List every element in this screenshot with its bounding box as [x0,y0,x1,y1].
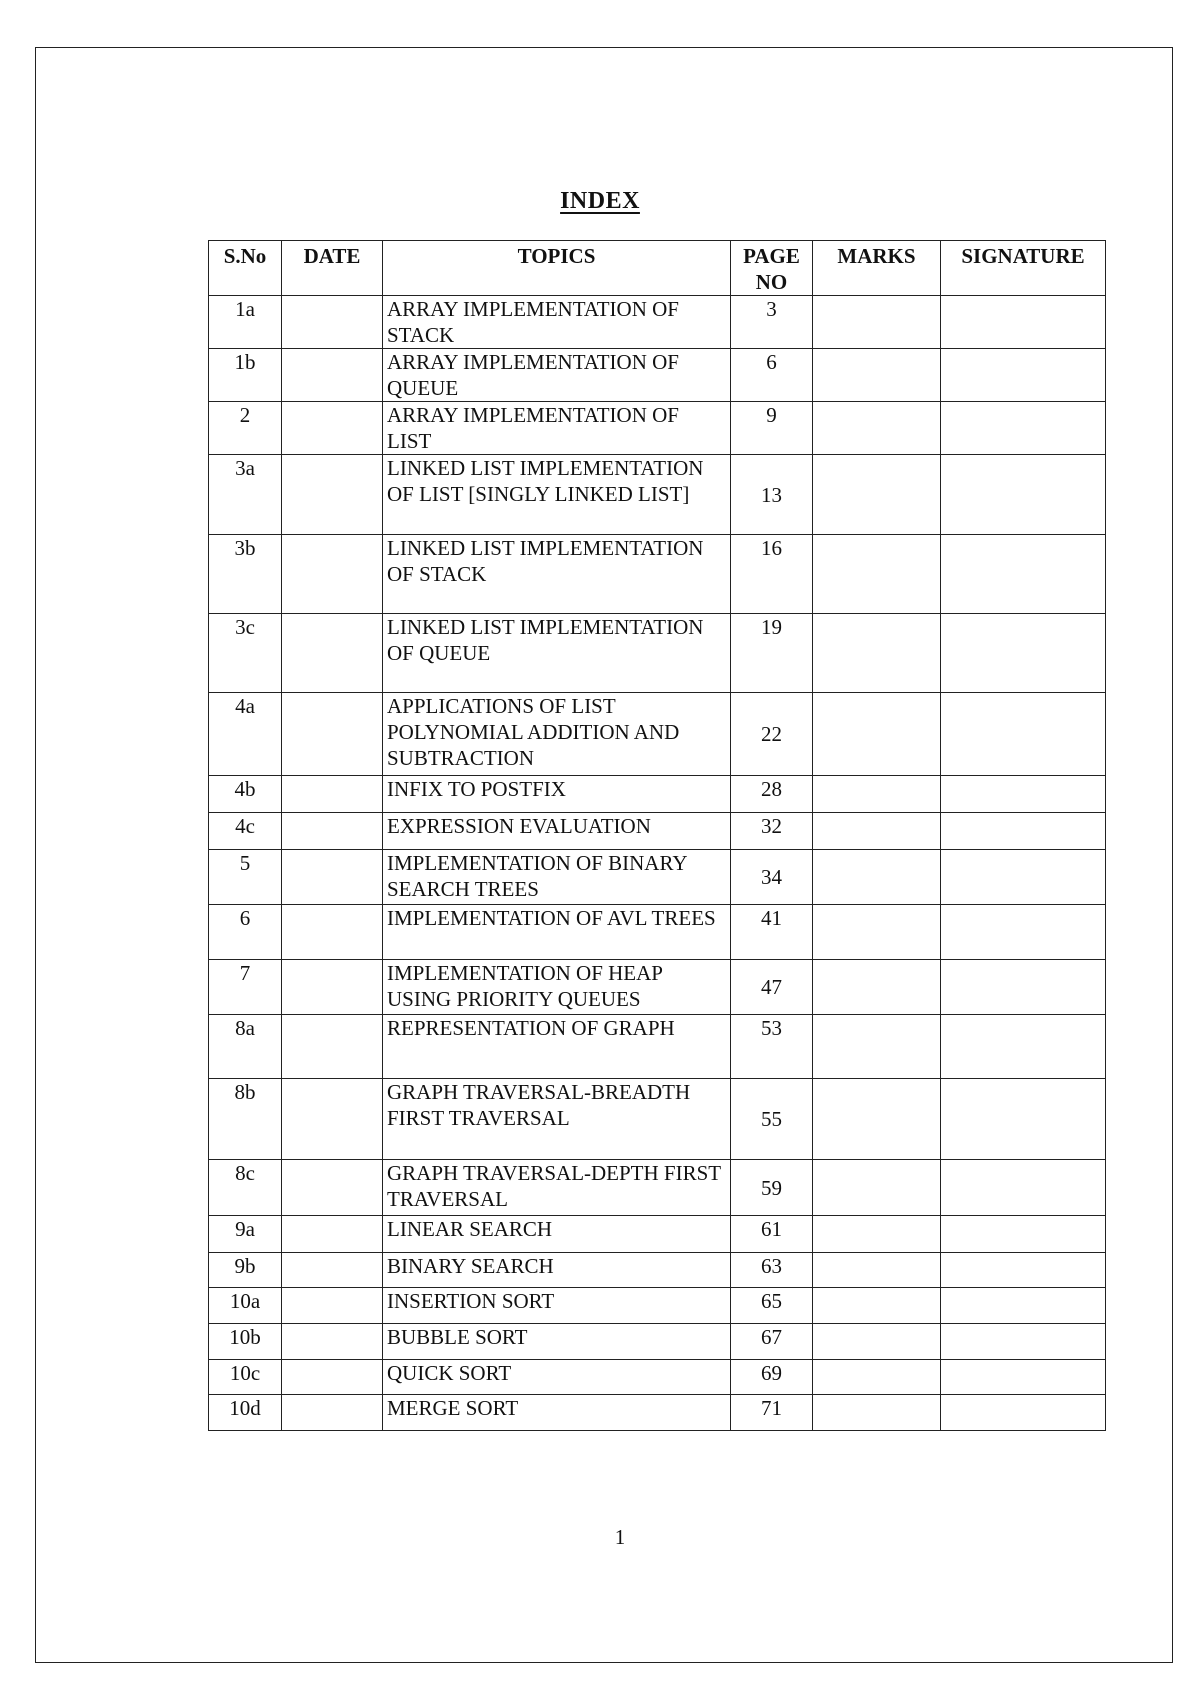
topic-cell: GRAPH TRAVERSAL-BREADTH FIRST TRAVERSAL [383,1079,731,1160]
marks-cell [813,1360,941,1395]
page-no-cell: 41 [731,905,813,960]
sno-cell: 10d [209,1395,282,1431]
header-signature: SIGNATURE [941,241,1106,296]
page-no-cell: 65 [731,1288,813,1324]
page-no-cell: 6 [731,349,813,402]
marks-cell [813,960,941,1015]
table-row [209,1160,1106,1216]
sno-cell: 3c [209,614,282,693]
page-no-cell: 19 [731,614,813,693]
date-cell [282,455,383,535]
date-cell [282,905,383,960]
sno-cell: 4c [209,813,282,850]
table-row [209,693,1106,776]
sno-cell: 10c [209,1360,282,1395]
table-row [209,1079,1106,1160]
sno-cell: 3a [209,455,282,535]
header-date: DATE [282,241,383,296]
topic-cell: EXPRESSION EVALUATION [383,813,731,850]
date-cell [282,296,383,349]
marks-cell [813,776,941,813]
signature-cell [941,905,1106,960]
page-no-cell: 9 [731,402,813,455]
date-cell [282,1360,383,1395]
signature-cell [941,614,1106,693]
table-row [209,535,1106,614]
date-cell [282,349,383,402]
sno-cell: 5 [209,850,282,905]
signature-cell [941,850,1106,905]
signature-cell [941,455,1106,535]
signature-cell [941,296,1106,349]
sno-cell: 9b [209,1253,282,1288]
sno-cell: 6 [209,905,282,960]
table-row [209,905,1106,960]
marks-cell [813,693,941,776]
topic-cell: BINARY SEARCH [383,1253,731,1288]
date-cell [282,535,383,614]
date-cell [282,1160,383,1216]
topic-cell: INSERTION SORT [383,1288,731,1324]
marks-cell [813,1288,941,1324]
date-cell [282,776,383,813]
topic-cell: IMPLEMENTATION OF HEAP USING PRIORITY QUEUES [383,960,731,1015]
topic-cell: ARRAY IMPLEMENTATION OF QUEUE [383,349,731,402]
signature-cell [941,813,1106,850]
header-sno: S.No [209,241,282,296]
header-row [209,241,1106,296]
marks-cell [813,535,941,614]
date-cell [282,693,383,776]
signature-cell [941,693,1106,776]
marks-cell [813,296,941,349]
page-number: 1 [614,1525,626,1549]
page-no-cell: 47 [731,960,813,1015]
page-no-cell: 55 [731,1079,813,1160]
topic-cell: LINEAR SEARCH [383,1216,731,1253]
sno-cell: 8b [209,1079,282,1160]
marks-cell [813,349,941,402]
page-no-cell: 28 [731,776,813,813]
page-no-cell: 34 [731,850,813,905]
index-table [208,240,1106,1431]
date-cell [282,614,383,693]
page-no-cell: 63 [731,1253,813,1288]
table-row [209,1253,1106,1288]
sno-cell: 2 [209,402,282,455]
marks-cell [813,905,941,960]
date-cell [282,850,383,905]
topic-cell: IMPLEMENTATION OF BINARY SEARCH TREES [383,850,731,905]
date-cell [282,1324,383,1360]
signature-cell [941,1360,1106,1395]
table-body [209,296,1106,1431]
marks-cell [813,455,941,535]
marks-cell [813,813,941,850]
sno-cell: 9a [209,1216,282,1253]
signature-cell [941,1288,1106,1324]
page-no-cell: 16 [731,535,813,614]
date-cell [282,1079,383,1160]
topic-cell: IMPLEMENTATION OF AVL TREES [383,905,731,960]
table-row [209,1360,1106,1395]
date-cell [282,1253,383,1288]
sno-cell: 1a [209,296,282,349]
topic-cell: MERGE SORT [383,1395,731,1431]
topic-cell: REPRESENTATION OF GRAPH [383,1015,731,1079]
page-no-cell: 69 [731,1360,813,1395]
page-no-cell: 3 [731,296,813,349]
marks-cell [813,402,941,455]
topic-cell: BUBBLE SORT [383,1324,731,1360]
marks-cell [813,1395,941,1431]
signature-cell [941,1079,1106,1160]
marks-cell [813,1324,941,1360]
topic-cell: GRAPH TRAVERSAL-DEPTH FIRST TRAVERSAL [383,1160,731,1216]
table-row [209,614,1106,693]
signature-cell [941,776,1106,813]
signature-cell [941,402,1106,455]
date-cell [282,1288,383,1324]
page-no-cell: 67 [731,1324,813,1360]
date-cell [282,1216,383,1253]
table-row [209,813,1106,850]
page-no-cell: 59 [731,1160,813,1216]
table-row [209,1288,1106,1324]
marks-cell [813,1160,941,1216]
topic-cell: APPLICATIONS OF LIST POLYNOMIAL ADDITION AND SUBTRACTION [383,693,731,776]
signature-cell [941,960,1106,1015]
topic-cell: INFIX TO POSTFIX [383,776,731,813]
topic-cell: ARRAY IMPLEMENTATION OF STACK [383,296,731,349]
page-no-cell: 13 [731,455,813,535]
date-cell [282,402,383,455]
marks-cell [813,1253,941,1288]
table-row [209,455,1106,535]
signature-cell [941,1253,1106,1288]
sno-cell: 10b [209,1324,282,1360]
sno-cell: 7 [209,960,282,1015]
header-topics: TOPICS [383,241,731,296]
sno-cell: 4a [209,693,282,776]
signature-cell [941,1395,1106,1431]
table-row [209,1395,1106,1431]
table-row [209,296,1106,349]
page-title [0,188,1200,215]
topic-cell: LINKED LIST IMPLEMENTATION OF QUEUE [383,614,731,693]
sno-cell: 4b [209,776,282,813]
topic-cell: ARRAY IMPLEMENTATION OF LIST [383,402,731,455]
signature-cell [941,1015,1106,1079]
table-row [209,960,1106,1015]
signature-cell [941,1160,1106,1216]
signature-cell [941,1324,1106,1360]
sno-cell: 10a [209,1288,282,1324]
sno-cell: 1b [209,349,282,402]
marks-cell [813,850,941,905]
topic-cell: QUICK SORT [383,1360,731,1395]
signature-cell [941,349,1106,402]
table-row [209,402,1106,455]
topic-cell: LINKED LIST IMPLEMENTATION OF STACK [383,535,731,614]
marks-cell [813,1015,941,1079]
page-no-cell: 22 [731,693,813,776]
date-cell [282,960,383,1015]
page-no-cell: 32 [731,813,813,850]
table-row [209,349,1106,402]
table-row [209,1216,1106,1253]
date-cell [282,1015,383,1079]
topic-cell: LINKED LIST IMPLEMENTATION OF LIST [SINGLY LINKED LIST] [383,455,731,535]
sno-cell: 8c [209,1160,282,1216]
marks-cell [813,1216,941,1253]
index-title: INDEX [560,188,640,214]
table-row [209,1324,1106,1360]
date-cell [282,1395,383,1431]
table-row [209,850,1106,905]
date-cell [282,813,383,850]
table-row [209,1015,1106,1079]
header-page-no: PAGE NO [731,241,813,296]
table-row [209,776,1106,813]
marks-cell [813,1079,941,1160]
sno-cell: 8a [209,1015,282,1079]
signature-cell [941,535,1106,614]
page-no-cell: 61 [731,1216,813,1253]
signature-cell [941,1216,1106,1253]
page-no-cell: 53 [731,1015,813,1079]
marks-cell [813,614,941,693]
header-marks: MARKS [813,241,941,296]
sno-cell: 3b [209,535,282,614]
page-no-cell: 71 [731,1395,813,1431]
